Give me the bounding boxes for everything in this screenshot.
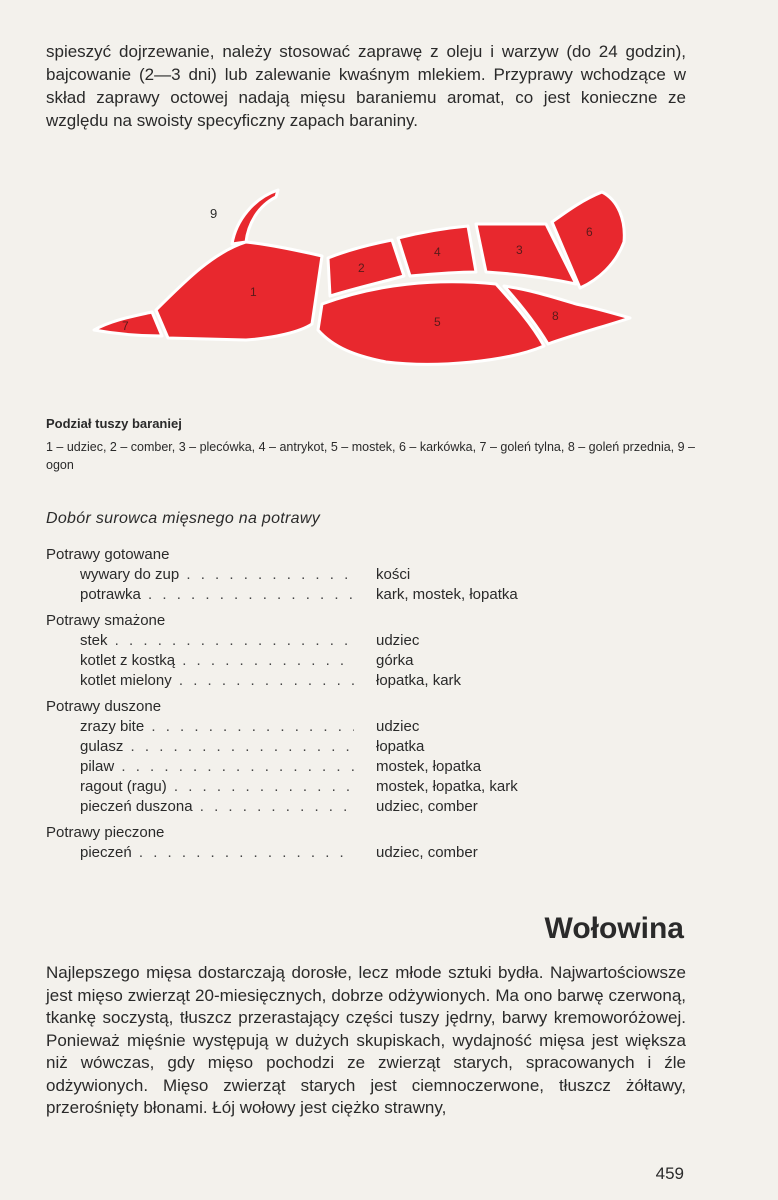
- label-4: 4: [434, 245, 441, 259]
- meat-cut: łopatka, kark: [376, 672, 462, 689]
- dish-name: kotlet mielony . . .: [80, 671, 354, 691]
- label-5: 5: [434, 315, 441, 329]
- page-number: 459: [655, 1164, 684, 1183]
- carcass-shapes: [94, 190, 630, 364]
- label-6: 6: [586, 225, 593, 239]
- meat-cut: mostek, łopatka, kark: [376, 778, 518, 795]
- dish-name: pilaw . . .: [80, 757, 354, 777]
- label-2: 2: [358, 261, 365, 275]
- dish-name: potrawka . . .: [80, 585, 354, 605]
- body-paragraph: Najlepszego mięsa dostarczają dorosłe, lecz młode sztuki bydła. Najwartościowsze jest mięso zwierząt 20-miesięcznych, dobrze odżywionych. Ma ono barwę czerwoną, tkankę soczystą, tłuszcz przerastający części tuszy jędrny, barwy kremoworóżowej. Ponieważ mięśnie występują w dużych skupiskach, wydajność mięsa jest większa niż wówczas, gdy mięso pochodzi ze zwierząt starych, spracowanych i źle odżywionych. Mięso zwierząt starych jest ciemnoczerwone, tłuszcz żółtawy, przerośnięty błonami. Łój wołowy jest ciężko strawny,: [46, 963, 686, 1117]
- dish-row: [46, 651, 686, 671]
- label-9: 9: [210, 206, 218, 221]
- dish-row: [46, 797, 686, 817]
- label-3: 3: [516, 243, 523, 257]
- dish-row: [46, 565, 686, 585]
- dish-name: zrazy bite . . .: [80, 717, 354, 737]
- dish-cut-table: [46, 545, 686, 863]
- dish-name: stek . . .: [80, 631, 354, 651]
- dish-name: wywary do zup . . .: [80, 565, 354, 585]
- dish-row: [46, 631, 686, 651]
- carcass-diagram-svg: [86, 184, 636, 384]
- selection-title: Dobór surowca mięsnego na potrawy: [46, 510, 321, 527]
- figure-caption: 1 – udziec, 2 – comber, 3 – plecówka, 4 – antrykot, 5 – mostek, 6 – karkówka, 7 – goleń tylna, 8 – goleń przednia, 9 – ogon: [46, 440, 695, 472]
- dish-row: [46, 757, 686, 777]
- cut-9-ogon: [232, 190, 278, 244]
- carcass-diagram: [86, 184, 636, 384]
- label-1: 1: [250, 285, 257, 299]
- dish-name: kotlet z kostką . . .: [80, 651, 354, 671]
- figure-title: Podział tuszy baraniej: [46, 416, 182, 431]
- section-heading: Wołowina: [544, 912, 684, 945]
- meat-cut: udziec, comber: [376, 844, 478, 861]
- dish-row: [46, 585, 686, 605]
- meat-cut: mostek, łopatka: [376, 758, 482, 775]
- dish-group-heading: Potrawy smażone: [46, 612, 166, 629]
- dish-row: [46, 843, 686, 863]
- label-8: 8: [552, 309, 559, 323]
- dish-name: pieczeń . . .: [80, 843, 354, 863]
- meat-cut: udziec: [376, 718, 420, 735]
- meat-cut: kark, mostek, łopatka: [376, 586, 518, 603]
- dish-group-heading: Potrawy pieczone: [46, 824, 165, 841]
- dish-row: [46, 777, 686, 797]
- dish-group-heading: Potrawy duszone: [46, 698, 162, 715]
- intro-paragraph: spieszyć dojrzewanie, należy stosować zaprawę z oleju i warzyw (do 24 godzin), bajcowanie (2—3 dni) lub zalewanie kwaśnym mlekiem. Przyprawy wchodzące w skład zaprawy octowej nadają mięsu baraniemu aromat, co jest konieczne ze względu na swoisty specyficzny zapach baraniny.: [46, 42, 686, 130]
- dish-row: [46, 671, 686, 691]
- meat-cut: udziec, comber: [376, 798, 478, 815]
- dish-group-heading: Potrawy gotowane: [46, 546, 170, 563]
- cut-1-udziec: [156, 242, 322, 340]
- dish-name: pieczeń duszona . . .: [80, 797, 354, 817]
- meat-cut: górka: [376, 652, 414, 669]
- dish-row: [46, 737, 686, 757]
- meat-cut: łopatka: [376, 738, 425, 755]
- meat-cut: kości: [376, 566, 411, 583]
- dish-name: gulasz . . .: [80, 737, 354, 757]
- meat-cut: udziec: [376, 632, 420, 649]
- dish-name: ragout (ragu) . . .: [80, 777, 354, 797]
- dish-row: [46, 717, 686, 737]
- label-7: 7: [122, 319, 129, 333]
